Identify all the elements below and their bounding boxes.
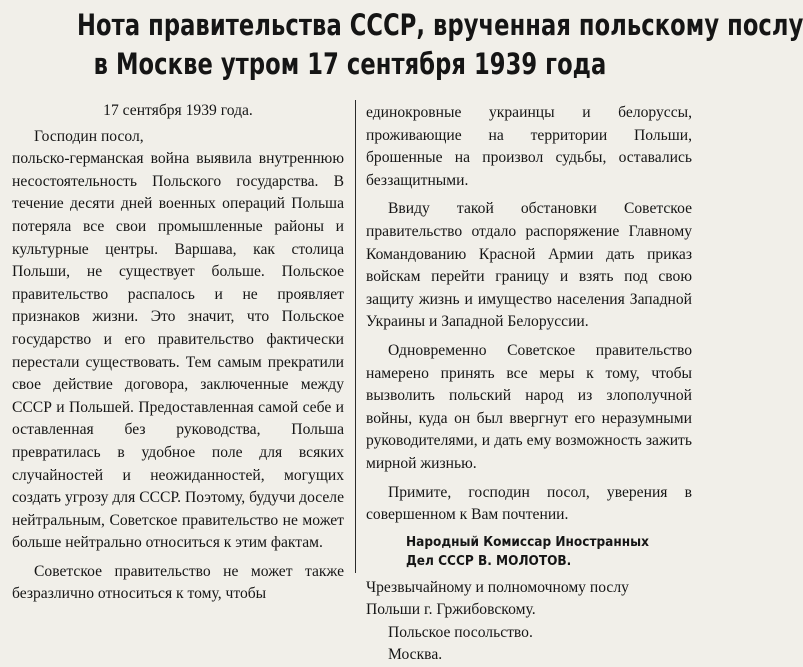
address-line-4: Москва. [388,646,443,664]
headline-line-1: Нота правительства СССР, врученная польскому послу [77,8,803,42]
left-column [12,100,344,606]
headline [77,6,803,84]
right-column [366,102,692,667]
signature-block [406,533,669,571]
column-divider [355,100,356,573]
address-line-2: Польши г. Гржибовскому. [366,601,536,619]
signature-line-1: Народный Комиссар Иностранных [406,534,649,550]
left-paragraph-1: польско-германская война выявила внутреннюю несостоятельность Польского государства. В течение десяти дней военных операций Польша потеряла все свои промышленные районы и культурные центры. Варшава, как столица Польши, не существует больше. Польское правительство распалось и не проявляет признаков жизни. Это значит, что Польское государство и его правительство фактически перестали существовать. Тем самым прекратили свое действие договора, заключенные между СССР и Польшей. Предоставленная самой себе и оставленная без руководства, Польша превратилась в удобное поле для всяких случайностей и неожиданностей, могущих создать угрозу для СССР. Поэтому, будучи доселе нейтральным, Советское правительство не может больше нейтрально относиться к этим фактам. [12,150,344,552]
salutation: Господин посол, [34,127,144,145]
headline-line-2: в Москве утром 17 сентября 1939 года [93,47,607,81]
signature-line-2: Дел СССР В. МОЛОТОВ. [406,553,572,569]
address-line-3: Польское посольство. [388,623,533,641]
right-paragraph-4: Примите, господин посол, уверения в совершенном к Вам почтении. [366,483,692,524]
right-paragraph-1: единокровные украинцы и белоруссы, проживающие на территории Польши, брошенные на произвол судьбы, оставались беззащитными. [366,104,692,189]
right-paragraph-2: Ввиду такой обстановки Советское правительство отдало распоряжение Главному Командованию Красной Армии дать приказ войскам перейти границу и взять под свою защиту жизнь и имущество населения Западной Украины и Западной Белоруссии. [366,200,692,331]
right-paragraph-3: Одновременно Советское правительство намерено принять все меры к тому, чтобы вызволить польский народ из злополучной войны, куда он был ввергнут его неразумными руководителями, и дать ему возможность зажить мирной жизнью. [366,341,692,472]
dateline: 17 сентября 1939 года. [103,102,253,119]
left-paragraph-2: Советское правительство не может также безразлично относиться к тому, чтобы [12,562,344,603]
address-line-1: Чрезвычайному и полномочному послу [366,578,629,596]
